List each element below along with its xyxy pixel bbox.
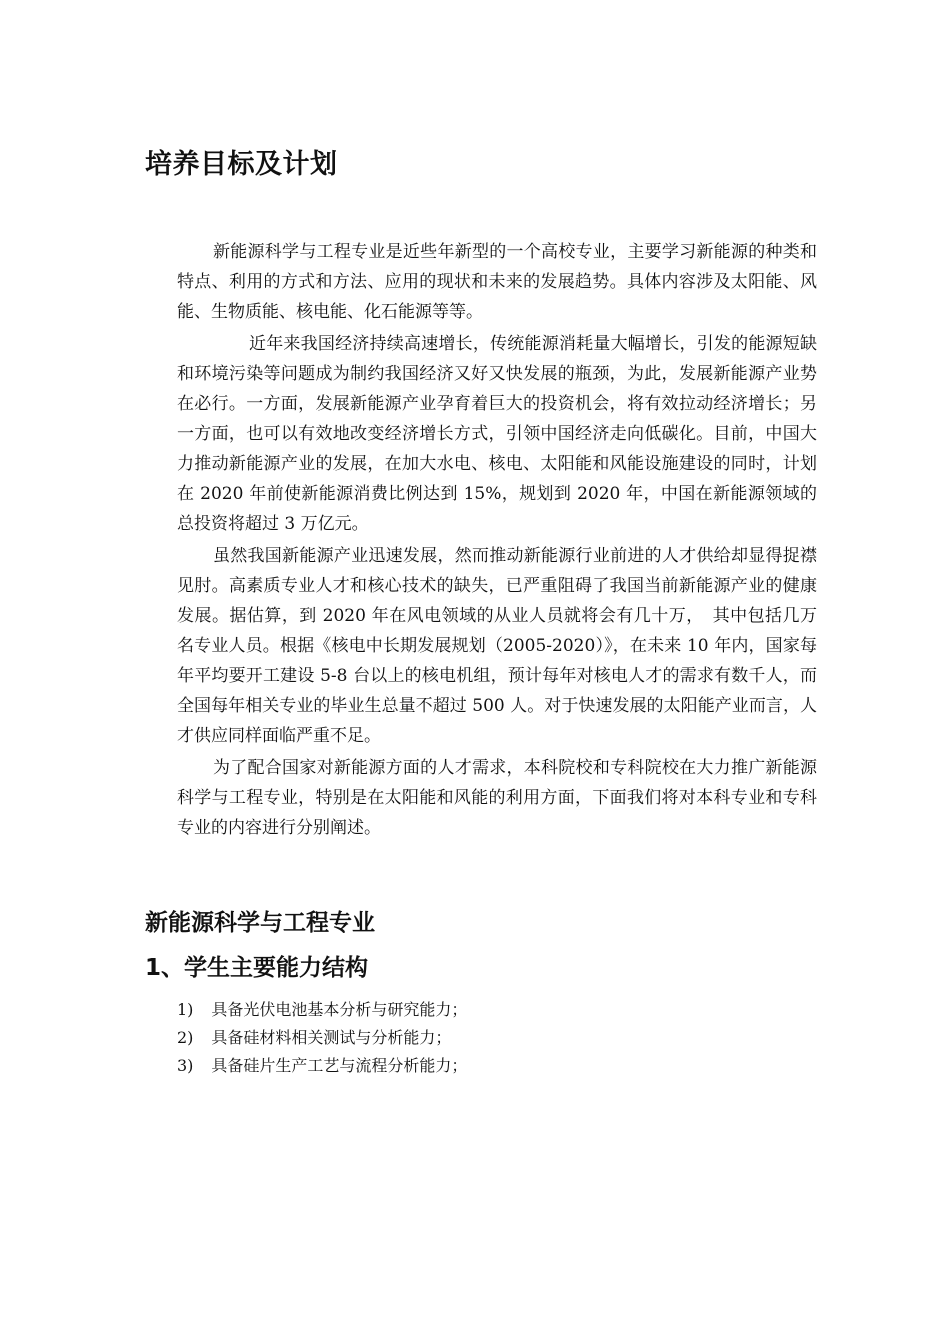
list-item-number: 1) [177,1000,194,1019]
list-item-text: 具备硅片生产工艺与流程分析能力； [211,1056,468,1075]
ability-list [177,996,467,1080]
paragraph-plan: 为了配合国家对新能源方面的人才需求，本科院校和专科院校在大力推广新能源科学与工程专业，特别是在太阳能和风能的利用方面，下面我们将对本科专业和专科专业的内容进行分别阐述。 [177,758,817,838]
list-item [177,996,467,1024]
page-title: 培养目标及计划 [145,149,338,180]
section-heading: 新能源科学与工程专业 [145,910,375,936]
list-item [177,1052,467,1080]
paragraph-talent: 虽然我国新能源产业迅速发展，然而推动新能源行业前进的人才供给却显得捉襟见肘。高素质专业人才和核心技术的缺失，已严重阻碍了我国当前新能源产业的健康发展。据估算，到 2020 年在风电领域的从业人员就将会有几十万， 其中包括几万名专业人员。根据《核电中长期发展规划（2005-2020）》，在未来 10 年内，国家每年平均要开工建设 5-8 台以上的核电机组，预计每年对核电人才的需求有数千人，而全国每年相关专业的毕业生总量不超过 500 人。对于快速发展的太阳能产业而言，人才供应同样面临严重不足。 [177,546,817,746]
list-item [177,1024,467,1052]
list-item-number: 3) [177,1056,194,1075]
list-item-text: 具备光伏电池基本分析与研究能力； [211,1000,468,1019]
list-item-number: 2) [177,1028,194,1047]
paragraph-economy: 近年来我国经济持续高速增长，传统能源消耗量大幅增长，引发的能源短缺和环境污染等问题成为制约我国经济又好又快发展的瓶颈，为此，发展新能源产业势在必行。一方面，发展新能源产业孕育着巨大的投资机会，将有效拉动经济增长；另一方面，也可以有效地改变经济增长方式，引领中国经济走向低碳化。目前，中国大力推动新能源产业的发展，在加大水电、核电、太阳能和风能设施建设的同时，计划在 2020 年前使新能源消费比例达到 15%，规划到 2020 年，中国在新能源领域的总投资将超过 3 万亿元。 [177,334,817,534]
list-item-text: 具备硅材料相关测试与分析能力； [211,1028,452,1047]
intro-text [177,237,817,845]
subsection-heading: 1、学生主要能力结构 [145,955,369,981]
paragraph-intro: 新能源科学与工程专业是近些年新型的一个高校专业，主要学习新能源的种类和特点、利用的方式和方法、应用的现状和未来的发展趋势。具体内容涉及太阳能、风能、生物质能、核电能、化石能源等等。 [177,242,817,322]
